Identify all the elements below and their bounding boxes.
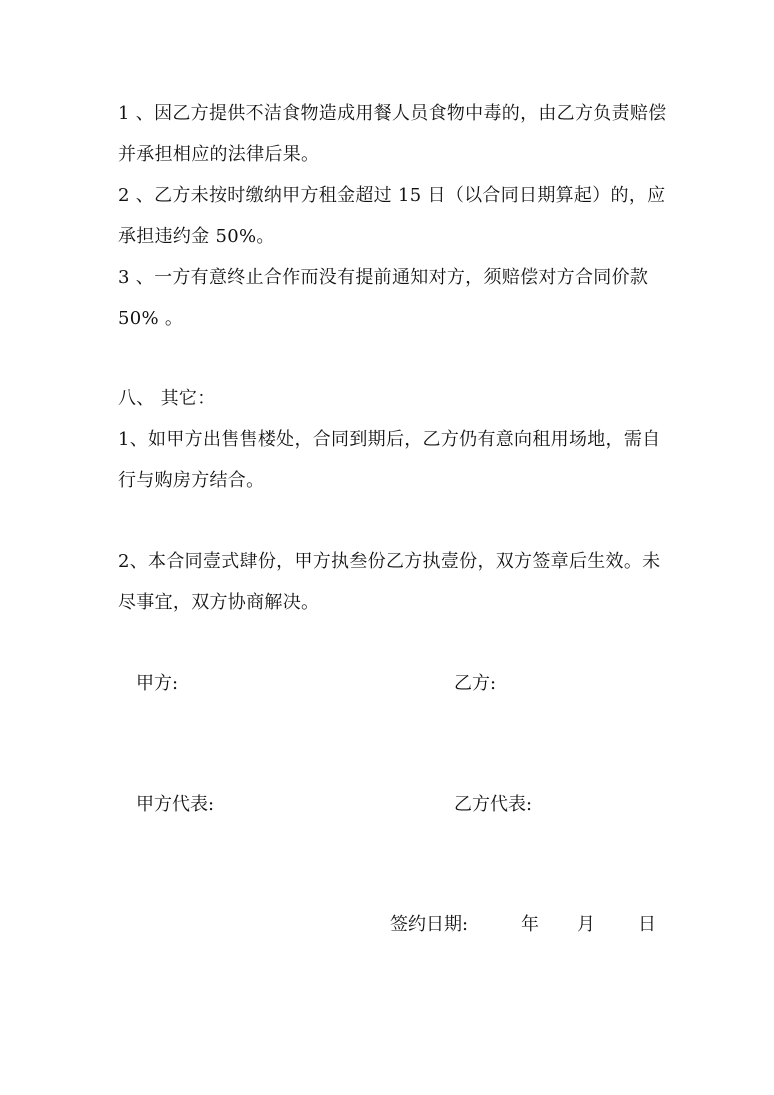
party-a-label: 甲方: xyxy=(136,673,179,694)
clause-2-line-1: 2 、乙方未按时缴纳甲方租金超过 15 日（以合同日期算起）的，应 xyxy=(118,185,666,206)
section-8-item-2-line-2: 尽事宜，双方协商解决。 xyxy=(118,592,320,613)
clause-2-line-2: 承担违约金 50%。 xyxy=(118,226,275,247)
party-a-representative-label: 甲方代表: xyxy=(136,794,215,815)
clause-1-line-2: 并承担相应的法律后果。 xyxy=(118,144,320,165)
section-8-item-2-line-1: 2、本合同壹式肆份，甲方执叁份乙方执壹份，双方签章后生效。未 xyxy=(118,551,661,572)
signing-date-label: 签约日期: xyxy=(390,914,469,935)
signing-date-day: 日 xyxy=(638,914,656,935)
party-b-label: 乙方: xyxy=(454,673,497,694)
clause-1-line-1: 1 、因乙方提供不洁食物造成用餐人员食物中毒的，由乙方负责赔偿 xyxy=(118,103,667,124)
party-b-representative-label: 乙方代表: xyxy=(454,794,533,815)
clause-3-line-1: 3 、一方有意终止合作而没有提前通知对方，须赔偿对方合同价款 xyxy=(118,267,649,288)
section-8-item-1-line-1: 1、如甲方出售售楼处，合同到期后，乙方仍有意向租用场地，需自 xyxy=(118,429,661,450)
signing-date-year: 年 xyxy=(521,914,539,935)
signing-date-month: 月 xyxy=(577,914,595,935)
section-8-heading: 八、 其它： xyxy=(118,388,216,409)
section-8-item-1-line-2: 行与购房方结合。 xyxy=(118,470,265,491)
clause-3-line-2: 50% 。 xyxy=(118,308,184,329)
